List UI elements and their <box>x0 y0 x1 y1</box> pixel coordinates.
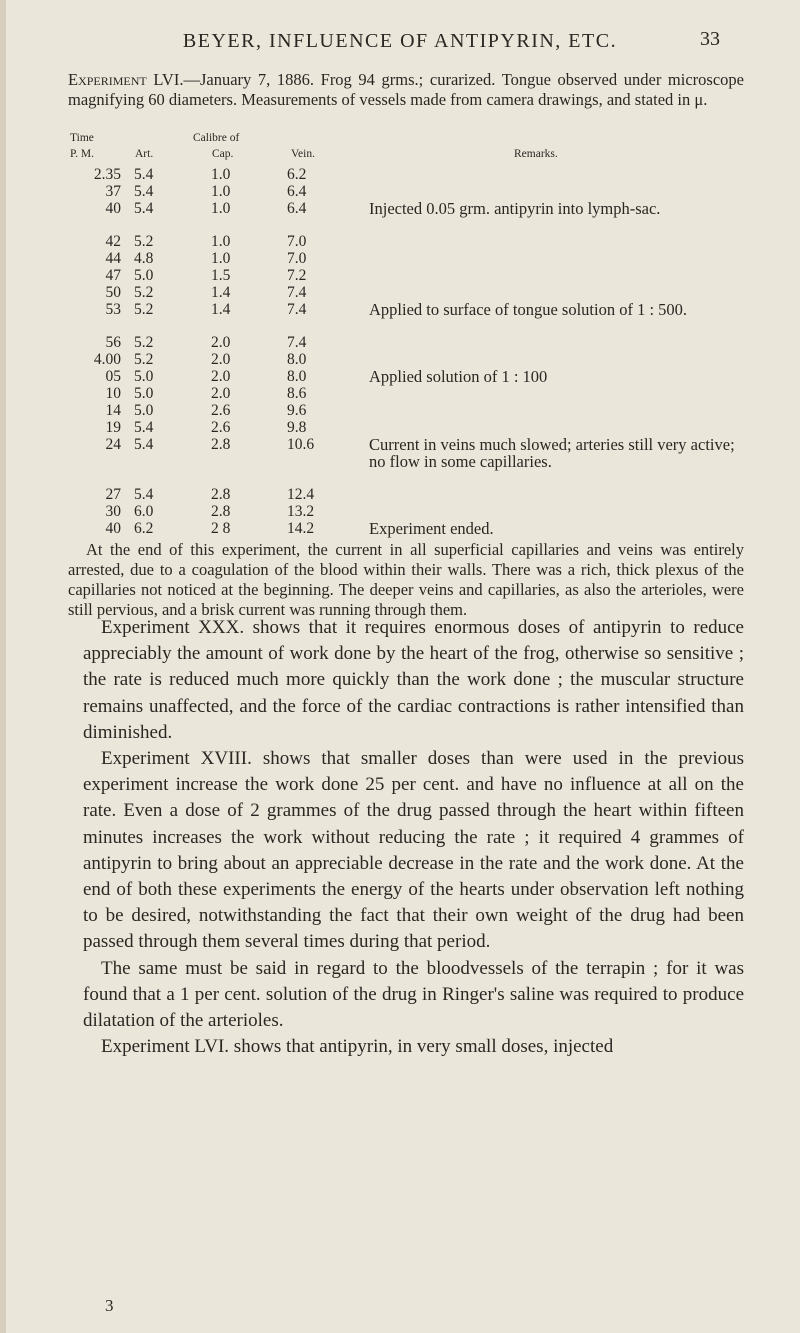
paragraph: Experiment XXX. shows that it requires enormous doses of antipyrin to reduce appreciably the amount of work done by the heart of the frog, otherwise so sensitive ; the rate is reduced much more quickly than the work done ; the muscular structure remains unaffected, and the force of the cardiac contractions is rather intensified than diminished. <box>83 617 744 743</box>
cell-vein: 14.2 <box>287 520 315 537</box>
experiment-intro <box>68 70 744 110</box>
table-row <box>0 166 800 184</box>
cell-vein: 13.2 <box>287 503 315 520</box>
cell-cap: 1.0 <box>211 166 231 183</box>
cell-art: 5.4 <box>134 486 154 503</box>
cell-cap: 2.0 <box>211 385 231 402</box>
cell-time: 30 <box>105 503 121 520</box>
cell-cap: 2.8 <box>211 436 231 453</box>
cell-art: 5.0 <box>134 368 154 385</box>
cell-art: 6.0 <box>134 503 154 520</box>
cell-vein: 10.6 <box>287 436 315 453</box>
cell-art: 4.8 <box>134 250 154 267</box>
cell-cap: 2.0 <box>211 368 231 385</box>
cell-art: 5.2 <box>134 233 154 250</box>
cell-time: 19 <box>105 419 121 436</box>
discussion-text <box>83 615 744 1060</box>
cell-vein: 9.8 <box>287 419 307 436</box>
header-cap: Cap. <box>212 148 234 160</box>
remark-injection: Injected 0.05 grm. antipyrin into lymph-sac. <box>369 199 661 218</box>
remark-solution-applied: Applied solution of 1 : 100 <box>369 367 548 386</box>
cell-art: 5.2 <box>134 301 154 318</box>
cell-cap: 1.4 <box>211 284 231 301</box>
cell-time: 53 <box>105 301 121 318</box>
cell-vein: 8.0 <box>287 351 307 368</box>
cell-art: 5.0 <box>134 402 154 419</box>
cell-time: 10 <box>105 385 121 402</box>
remark-surface-application: Applied to surface of tongue solution of 1 : 500. <box>369 300 688 319</box>
cell-vein: 8.0 <box>287 368 307 385</box>
cell-time: 42 <box>105 233 121 250</box>
cell-time: 47 <box>105 267 121 284</box>
cell-time: 14 <box>105 402 121 419</box>
paragraph: Experiment LVI. shows that antipyrin, in very small doses, injected <box>101 1036 614 1058</box>
table-row <box>0 402 800 420</box>
cell-vein: 7.0 <box>287 233 307 250</box>
cell-cap: 2.6 <box>211 402 231 419</box>
cell-cap: 2 8 <box>211 520 231 537</box>
cell-art: 5.4 <box>134 436 154 453</box>
cell-vein: 7.0 <box>287 250 307 267</box>
cell-time: 44 <box>105 250 121 267</box>
table-row <box>0 385 800 403</box>
cell-time: 4.00 <box>93 351 121 368</box>
page-number: 33 <box>700 28 720 50</box>
remark-experiment-ended: Experiment ended. <box>369 519 494 538</box>
cell-cap: 2.8 <box>211 503 231 520</box>
table-row <box>0 250 800 268</box>
table-row <box>0 267 800 285</box>
cell-vein: 7.4 <box>287 284 307 301</box>
cell-time: 24 <box>105 436 121 453</box>
cell-art: 5.0 <box>134 385 154 402</box>
header-art: Art. <box>135 148 154 160</box>
cell-art: 5.2 <box>134 284 154 301</box>
cell-cap: 1.0 <box>211 183 231 200</box>
paragraph: Experiment XVIII. shows that smaller doses than were used in the previous experiment increase the work done 25 per cent. and have no influence at all on the rate. Even a dose of 2 grammes of the drug passed through the heart within fifteen minutes increases the work without reducing the rate ; it required 4 grammes of antipyrin to bring about an appreciable decrease in the rate and the work done. At the end of both these experiments the energy of the hearts under observation left nothing to be desired, notwithstanding the fact that their own weight of the drug had been passed through them several times during that period. <box>83 748 744 953</box>
cell-vein: 8.6 <box>287 385 307 402</box>
cell-time: 05 <box>105 368 121 385</box>
cell-cap: 1.0 <box>211 250 231 267</box>
experiment-label: Experiment LVI. <box>68 70 184 89</box>
cell-time: 50 <box>105 284 121 301</box>
cell-time: 40 <box>105 200 121 217</box>
paragraph: The same must be said in regard to the bloodvessels of the terrapin ; for it was found that a 1 per cent. solution of the drug in Ringer's saline was required to produce dilatation of the arterioles. <box>83 957 744 1032</box>
cell-time: 56 <box>105 334 121 351</box>
cell-vein: 6.4 <box>287 200 307 217</box>
cell-vein: 6.4 <box>287 183 307 200</box>
cell-art: 5.4 <box>134 183 154 200</box>
header-pm: P. M. <box>70 148 94 160</box>
cell-vein: 7.4 <box>287 334 307 351</box>
header-calibre: Calibre of <box>193 132 240 144</box>
remark-current-slowed: Current in veins much slowed; arteries still very active; no flow in some capillaries. <box>369 435 735 471</box>
cell-art: 5.4 <box>134 166 154 183</box>
cell-cap: 1.0 <box>211 200 231 217</box>
cell-cap: 1.5 <box>211 267 231 284</box>
header-remarks: Remarks. <box>514 148 558 160</box>
cell-time: 40 <box>105 520 121 537</box>
cell-cap: 2.0 <box>211 351 231 368</box>
running-header: BEYER, INFLUENCE OF ANTIPYRIN, ETC. <box>182 30 618 52</box>
cell-time: 2.35 <box>93 166 121 183</box>
header-time: Time <box>70 132 94 144</box>
cell-cap: 2.0 <box>211 334 231 351</box>
cell-cap: 2.6 <box>211 419 231 436</box>
cell-cap: 1.0 <box>211 233 231 250</box>
table-row <box>0 486 800 504</box>
cell-time: 27 <box>105 486 121 503</box>
experiment-description: —January 7, 1886. Frog 94 grms.; curarized. Tongue observed under microscope magnifying 60 diameters. Measurements of vessels made from camera drawings, and stated in μ. <box>68 70 744 109</box>
cell-vein: 6.2 <box>287 166 307 183</box>
summary-paragraph: At the end of this experiment, the current in all superficial capillaries and veins was entirely arrested, due to a coagulation of the blood within their walls. There was a rich, thick plexus of the capillaries not noticed at the beginning. The deeper veins and capillaries, as also the arterioles, were still pervious, and a brisk current was running through them. <box>68 540 744 619</box>
header-vein: Vein. <box>291 148 315 160</box>
cell-art: 6.2 <box>134 520 154 537</box>
cell-cap: 1.4 <box>211 301 231 318</box>
cell-vein: 7.4 <box>287 301 307 318</box>
cell-art: 5.4 <box>134 200 154 217</box>
cell-art: 5.2 <box>134 334 154 351</box>
cell-vein: 12.4 <box>287 486 315 503</box>
cell-art: 5.2 <box>134 351 154 368</box>
cell-art: 5.4 <box>134 419 154 436</box>
cell-cap: 2.8 <box>211 486 231 503</box>
table-row <box>0 233 800 251</box>
signature-mark: 3 <box>105 1296 114 1315</box>
table-row <box>0 334 800 352</box>
cell-time: 37 <box>105 183 121 200</box>
cell-art: 5.0 <box>134 267 154 284</box>
cell-vein: 7.2 <box>287 267 307 284</box>
cell-vein: 9.6 <box>287 402 307 419</box>
